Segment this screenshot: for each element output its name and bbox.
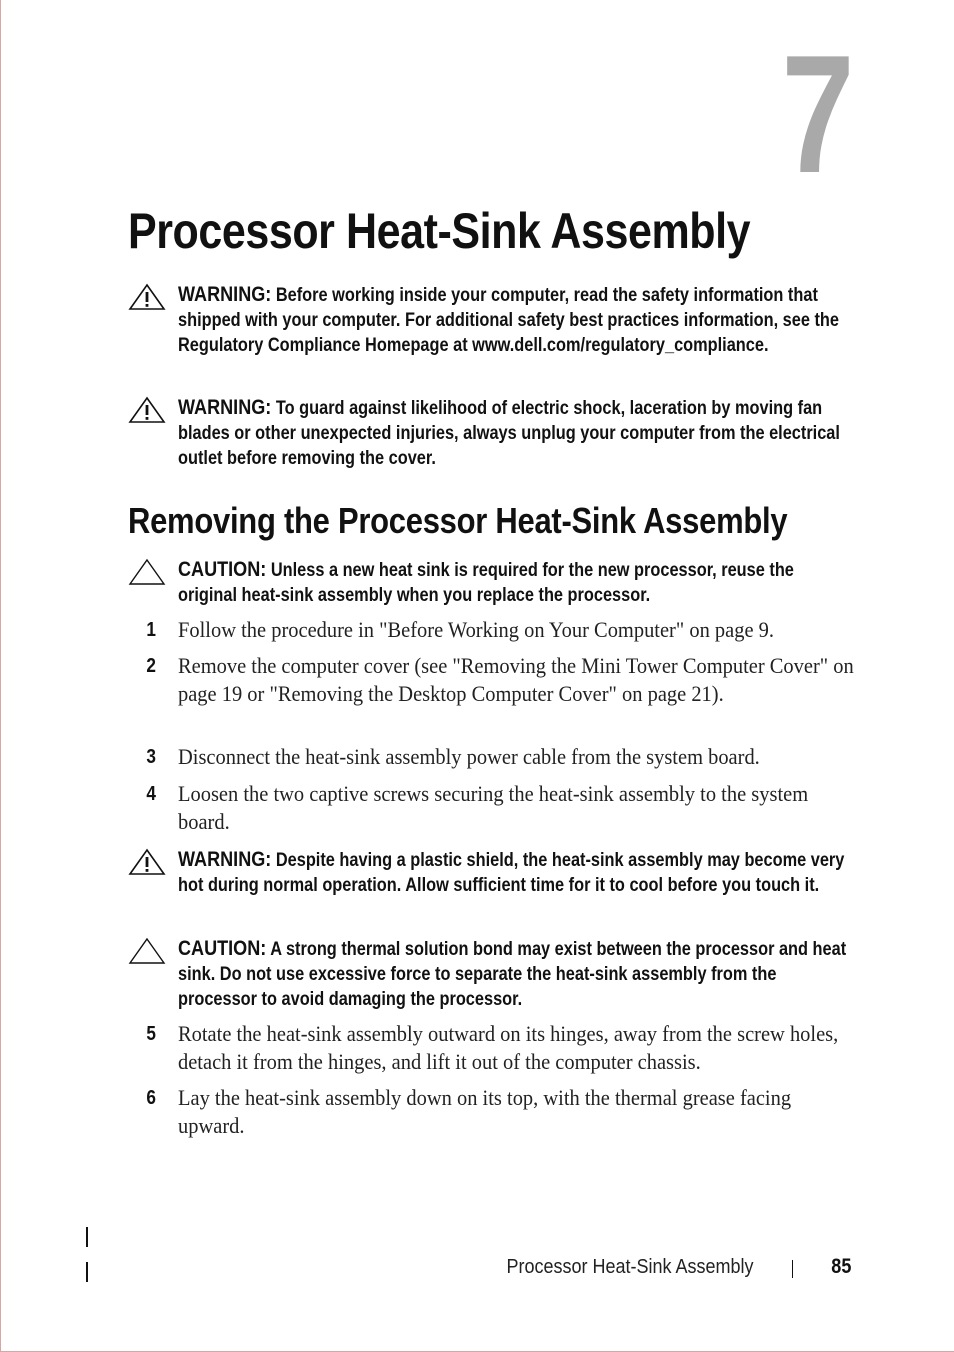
- chapter-number: 7: [781, 20, 854, 208]
- step-number: 4: [146, 783, 156, 805]
- caution-text-2: [178, 936, 853, 1012]
- caution-text-1: [178, 557, 853, 608]
- step-number: 5: [146, 1023, 156, 1045]
- footer-title: Processor Heat-Sink Assembly: [506, 1256, 754, 1278]
- step-number: 6: [146, 1087, 156, 1109]
- warning-label: WARNING:: [178, 396, 272, 419]
- page-number: 85: [830, 1255, 851, 1278]
- warning-text-3: [178, 847, 853, 898]
- step-4: [128, 780, 868, 836]
- warning-text-1: [178, 282, 853, 358]
- step-text: Rotate the heat-sink assembly outward on its hinges, away from the screw holes, detach it from the hinges, and lift it out of the computer chassis.: [178, 1021, 839, 1074]
- warning-notice-3: [128, 847, 868, 898]
- warning-notice-1: [128, 282, 868, 358]
- caution-notice-2: [128, 936, 868, 1012]
- footer-margin-mark: [86, 1262, 88, 1282]
- chapter-title: Processor Heat-Sink Assembly: [128, 203, 751, 259]
- step-6: [128, 1084, 868, 1140]
- step-3: [128, 743, 868, 771]
- section-title: Removing the Processor Heat-Sink Assembly: [128, 500, 788, 541]
- step-number: 3: [146, 746, 156, 768]
- step-number: 1: [146, 619, 156, 641]
- footer-margin-mark: [86, 1227, 88, 1247]
- warning-body: Despite having a plastic shield, the heat-sink assembly may become very hot during normal operation. Allow sufficient time for it to cool before you touch it.: [178, 850, 845, 896]
- step-text: Lay the heat-sink assembly down on its top, with the thermal grease facing upward.: [178, 1085, 792, 1138]
- step-text: Disconnect the heat-sink assembly power cable from the system board.: [178, 744, 760, 769]
- step-text: Loosen the two captive screws securing the heat-sink assembly to the system board.: [178, 781, 809, 834]
- page-left-edge: [0, 0, 1, 1352]
- step-2: [128, 652, 868, 708]
- caution-body: A strong thermal solution bond may exist between the processor and heat sink. Do not use excessive force to separate the heat-sink assembly from the processor to avoid damaging the processor.: [178, 939, 847, 1010]
- warning-triangle-icon: [128, 396, 166, 424]
- step-text: Remove the computer cover (see "Removing the Mini Tower Computer Cover" on page 19 or "Removing the Desktop Computer Cover" on page 21).: [178, 653, 854, 706]
- caution-label: CAUTION:: [178, 937, 267, 960]
- caution-label: CAUTION:: [178, 558, 267, 581]
- warning-body: To guard against likelihood of electric shock, laceration by moving fan blades or other unexpected injuries, always unplug your computer from the electrical outlet before removing the cover.: [178, 398, 840, 469]
- warning-label: WARNING:: [178, 283, 272, 306]
- caution-triangle-icon: [128, 937, 166, 965]
- warning-text-2: [178, 395, 853, 471]
- caution-triangle-icon: [128, 558, 166, 586]
- step-number: 2: [146, 655, 156, 677]
- caution-body: Unless a new heat sink is required for the new processor, reuse the original heat-sink assembly when you replace the processor.: [178, 560, 794, 606]
- warning-label: WARNING:: [178, 848, 272, 871]
- warning-notice-2: [128, 395, 868, 471]
- warning-body: Before working inside your computer, read the safety information that shipped with your computer. For additional safety best practices information, see the Regulatory Compliance Homepage at www.dell.com/regulatory_compliance.: [178, 285, 839, 356]
- footer-separator: [792, 1260, 793, 1278]
- step-5: [128, 1020, 868, 1076]
- warning-triangle-icon: [128, 283, 166, 311]
- step-1: [128, 616, 868, 644]
- caution-notice-1: [128, 557, 868, 608]
- warning-triangle-icon: [128, 848, 166, 876]
- step-text: Follow the procedure in "Before Working on Your Computer" on page 9.: [178, 617, 774, 642]
